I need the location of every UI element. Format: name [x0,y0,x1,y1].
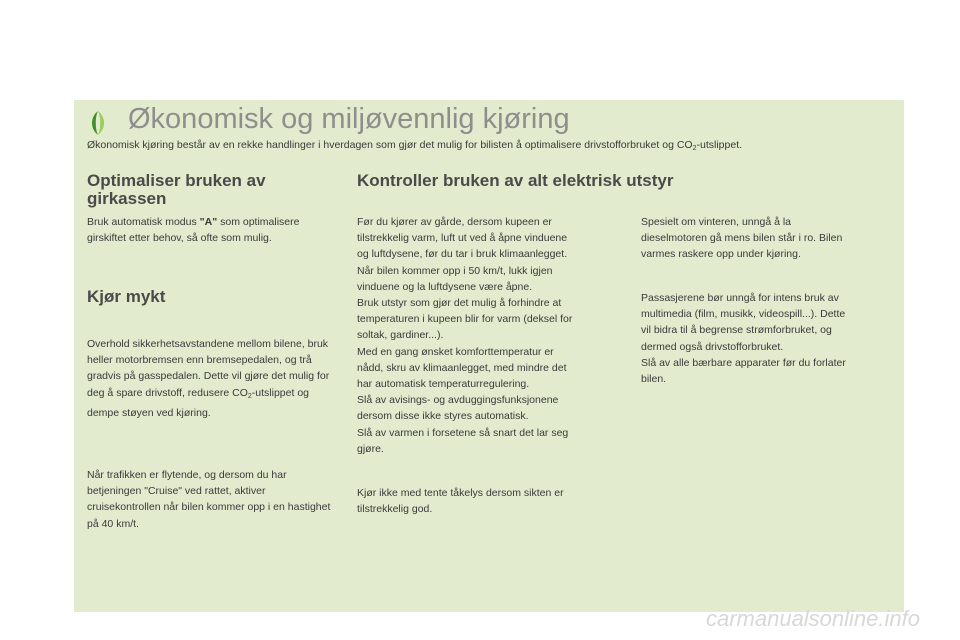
electrical-text-2: Kjør ikke med tente tåkelys dersom sikten er tilstrekkelig god. [357,487,564,516]
electrical-text-1: Før du kjører av gårde, dersom kupeen er tilstrekkelig varm, luft ut ved å åpne vinduene og luftdysene, før du tar i bruk klimaanlegget. Når bilen kommer opp i 50 km/t, lukk igjen vinduene og la luftdysene være åpne. Bruk utstyr som gjør det mulig å forhindre at temperaturen i kupeen blir for varm (deksel for soltak, gardiner...). Med en gang ønsket komforttemperatur er nådd, skru av klimaanlegget, med mindre det har automatisk temperaturregulering. Slå av avisings- og avduggingsfunksjonene dersom disse ikke styres automatisk. Slå av varmen i forsetene så snart det lar seg gjøre. [357,216,573,455]
leaf-icon [87,110,109,136]
drive-smooth-text-2: Når trafikken er flytende, og dersom du har betjeningen "Cruise" ved rattet, aktiver cruisekontrollen når bilen kommer opp i en hastighet på 40 km/t. [87,469,331,530]
watermark: carmanualsonline.info [705,606,920,631]
page-title: Økonomisk og miljøvennlig kjøring [128,103,570,135]
heading-drive-smooth: Kjør mykt [87,287,166,306]
drive-smooth-text-1: Overhold sikkerhetsavstandene mellom bilene, bruk heller motorbremsen enn bremsepedalen, og trå gradvis på gasspedalen. Dette vil gjøre det mulig for deg å spare drivstoff, redusere $CO_2$-utslippet og dempe støyen ved kjøring. [87,338,330,419]
gearbox-text: Bruk automatisk modus "A" som optimalisere girskiftet etter behov, så ofte som mulig. [87,216,300,245]
intro-text: Økonomisk kjøring består av en rekke handlinger i hverdagen som gjør det mulig for bilisten å optimalisere drivstofforbruket og $CO_2$-utslippet. [87,139,743,152]
heading-gearbox: Optimaliser bruken av girkassen [87,171,266,208]
electrical-text-4: Passasjerene bør unngå for intens bruk av multimedia (film, musikk, videospill...). Dette vil bidra til å begrense strømforbruket, og dermed også drivstofforbruket. Slå av alle bærbare apparater før du forlater bilen. [641,292,846,386]
heading-electrical: Kontroller bruken av alt elektrisk utstyr [357,171,674,190]
electrical-text-3: Spesielt om vinteren, unngå å la dieselmotoren gå mens bilen står i ro. Bilen varmes raskere opp under kjøring. [641,216,843,261]
